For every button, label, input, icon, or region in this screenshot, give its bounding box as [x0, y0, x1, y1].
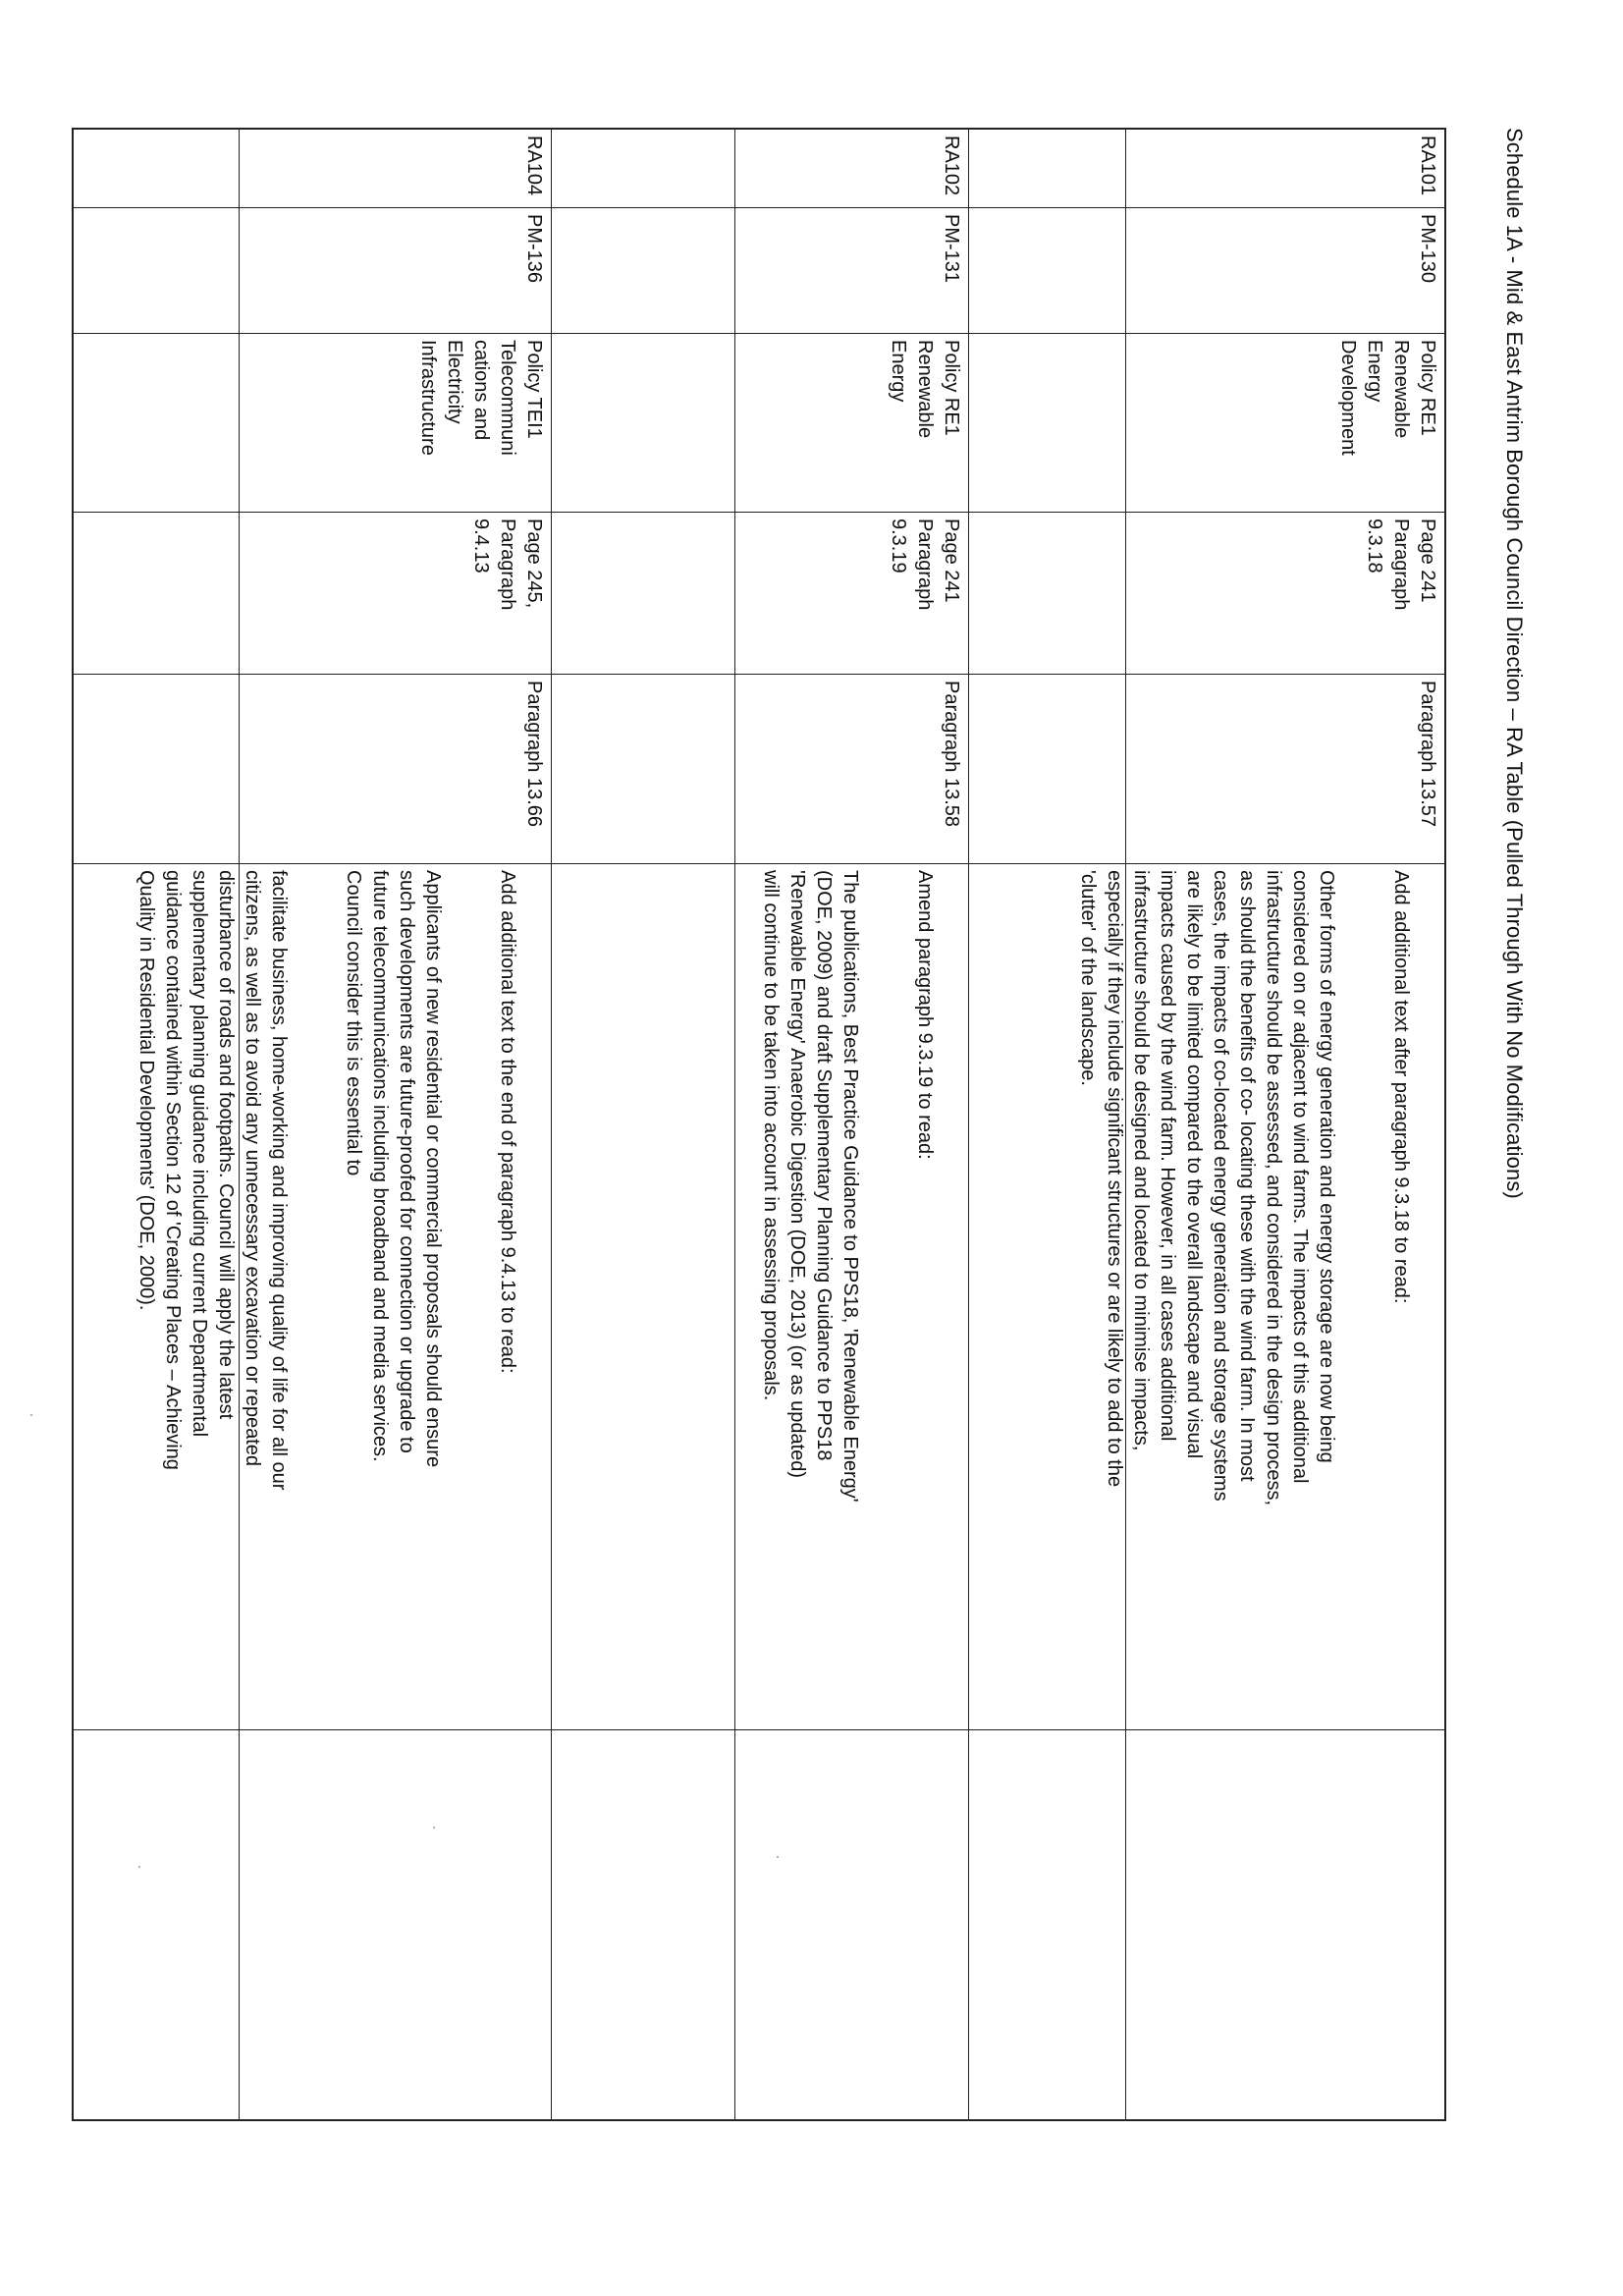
table-row	[551, 130, 734, 2119]
paragraph-cell: Paragraph 13.58	[735, 675, 968, 864]
change-cell	[1077, 864, 1444, 1730]
paragraph-cell	[969, 675, 1125, 864]
policy-cell: Policy TEI1 Telecommuni cations and Electricity Infrastructure	[240, 334, 551, 513]
paragraph-cell: Paragraph 13.57	[1126, 675, 1444, 864]
scan-speck	[777, 1856, 779, 1858]
policy-cell	[969, 334, 1125, 513]
policy-cell: Policy RE1 Renewable Energy Development	[1126, 334, 1444, 513]
last-cell	[74, 1730, 239, 2119]
last-cell	[552, 1730, 734, 2119]
pm-cell: PM-131	[735, 208, 968, 334]
change-body: Other forms of energy generation and energy storage are now being considered on or adjacent to wind farms. The impacts of this additional infrastructure should be assessed, and considered in the design process, as should the benefits of co- locating these with the wind farm. In most cases, the impacts of co-located energy generation and storage systems are likely to be limited compared to the overall landscape and visual impacts caused by the wind farm. However, in all cases additional infrastructure should be designed and located to minimise impacts, especially if they include significant structures or are likely to add to the 'clutter' of the landscape.	[1077, 870, 1337, 1506]
ra-cell	[552, 130, 734, 208]
pm-cell	[969, 208, 1125, 334]
paragraph-cell: Paragraph 13.66	[240, 675, 551, 864]
change-heading: Add additional text to the end of paragraph 9.4.13 to read:	[497, 870, 518, 1374]
paragraph-cell	[74, 675, 239, 864]
scan-speck	[138, 1866, 140, 1868]
scan-speck	[30, 1414, 32, 1416]
policy-cell	[74, 334, 239, 513]
table-row	[135, 130, 551, 2119]
table-row	[1077, 130, 1444, 2119]
ra-cell: RA104	[240, 130, 551, 208]
pm-cell	[74, 208, 239, 334]
page-title: Schedule 1A - Mid & East Antrim Borough Council Direction – RA Table (Pulled Through With No Modifications)	[1502, 128, 1527, 1199]
change-body: Applicants of new residential or commercial proposals should ensure such developments are future-proofed for connection or upgrade to future telecommunications including broadband and media services. Council consider this is essential to	[343, 870, 444, 1468]
table-row	[734, 130, 968, 2119]
last-cell	[735, 1730, 968, 2119]
change-cell	[135, 864, 551, 1730]
ra-cell: RA101	[1126, 130, 1444, 208]
change-body-continued: facilitate business, home-working and improving quality of life for all our citizens, as well as to avoid any unnecessary excavation or repeated disturbance of roads and footpaths. Council will apply the latest supplementary planning guidance including current Departmental guidance contained within Section 12 of 'Creating Places – Achieving Quality in Residential Developments' (DOE, 2000).	[135, 870, 290, 1491]
scan-speck	[433, 1827, 435, 1829]
last-cell	[240, 1730, 551, 2119]
pm-cell: PM-130	[1126, 208, 1444, 334]
ra-cell: RA102	[735, 130, 968, 208]
change-heading: Amend paragraph 9.3.19 to read:	[914, 870, 936, 1160]
page-cell: Page 245, Paragraph 9.4.13	[240, 513, 551, 675]
page-cell	[74, 513, 239, 675]
ra-cell	[969, 130, 1125, 208]
pm-cell	[552, 208, 734, 334]
change-cell	[969, 864, 1125, 1730]
table-row	[968, 130, 1125, 2119]
change-cell	[552, 864, 734, 1730]
change-heading: Add additional text after paragraph 9.3.18 to read:	[1390, 870, 1412, 1304]
policy-cell	[552, 334, 734, 513]
ra-cell	[74, 130, 239, 208]
table-row	[74, 130, 239, 2119]
page-cell	[552, 513, 734, 675]
policy-cell: Policy RE1 Renewable Energy	[735, 334, 968, 513]
page-cell: Page 241 Paragraph 9.3.18	[1126, 513, 1444, 675]
change-body: The publications, Best Practice Guidance to PPS18, 'Renewable Energy' (DOE, 2009) and draft Supplementary Planning Guidance to PPS18 'Renewable Energy' Anaerobic Digestion (DOE, 2013) (or as updated) will continue to be taken into account in assessing proposals.	[760, 870, 861, 1503]
change-cell	[74, 864, 239, 1730]
last-cell	[1126, 1730, 1444, 2119]
page-cell	[969, 513, 1125, 675]
pm-cell: PM-136	[240, 208, 551, 334]
last-cell	[969, 1730, 1125, 2119]
paragraph-cell	[552, 675, 734, 864]
ra-table	[72, 128, 1446, 2121]
page-cell: Page 241 Paragraph 9.3.19	[735, 513, 968, 675]
change-cell	[735, 864, 968, 1730]
